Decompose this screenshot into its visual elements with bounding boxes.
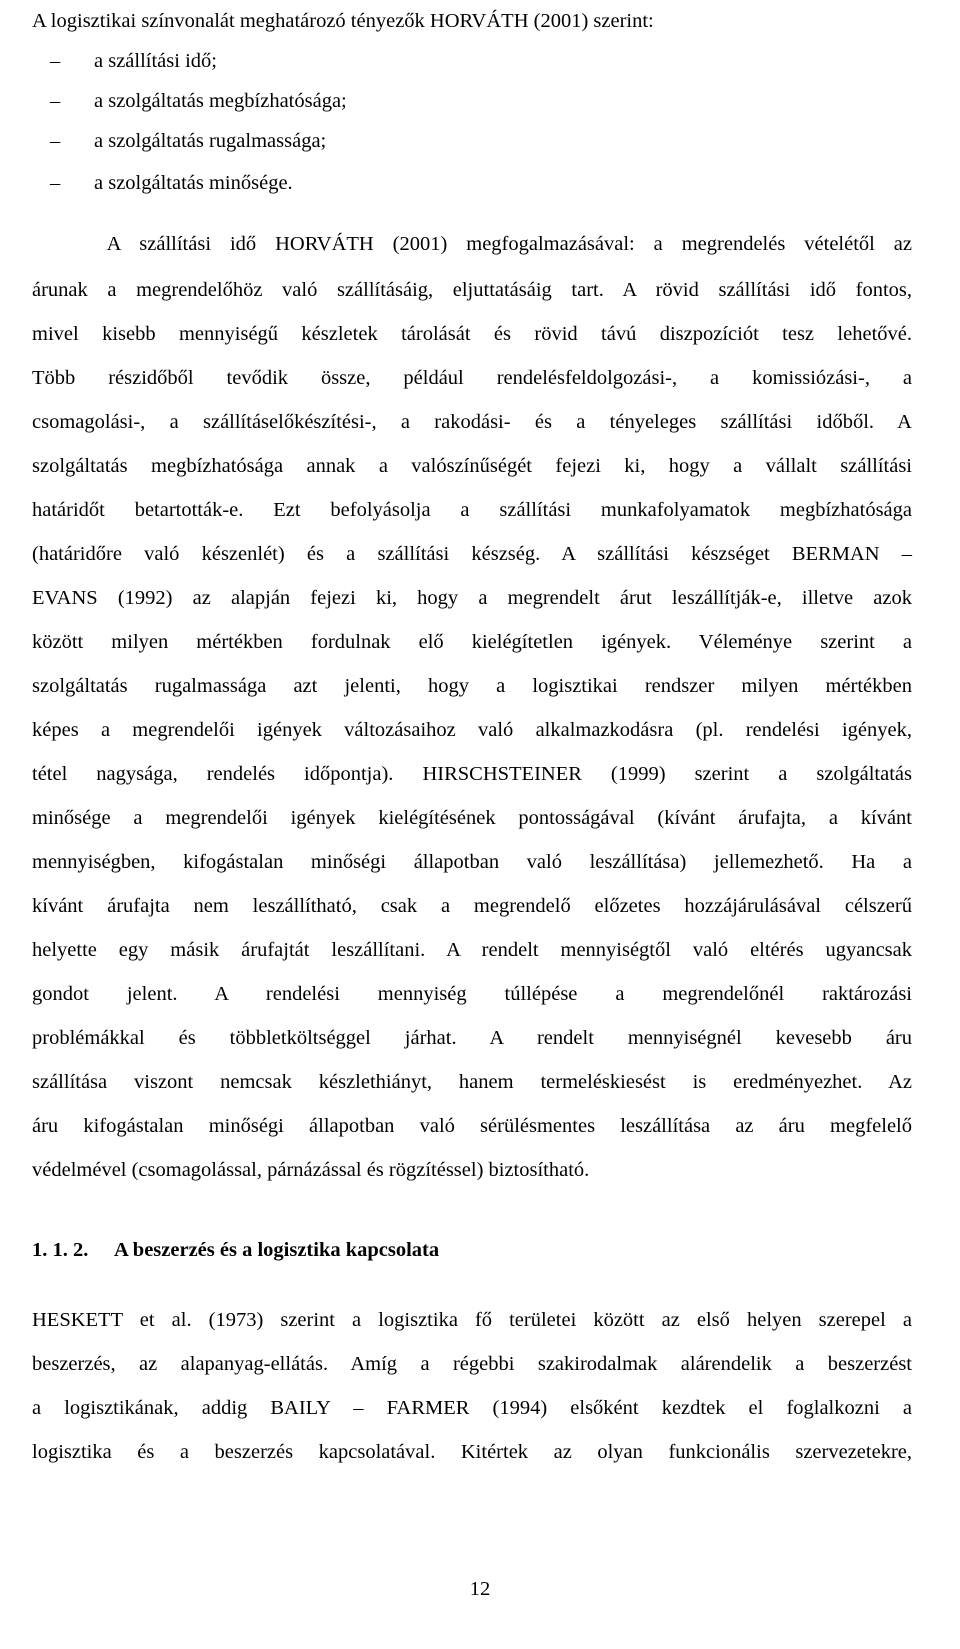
paragraph-line: csomagolási-, a szállításelőkészítési-, a rakodási- és a tényeleges szállítási időből. A [32,411,912,433]
bullet-text: a szállítási idő; [94,50,217,72]
paragraph-line: beszerzés, az alapanyag-ellátás. Amíg a régebbi szakirodalmak alárendelik a beszerzést [32,1353,912,1375]
paragraph-line: árunak a megrendelőhöz való szállításáig, eljuttatásáig tart. A rövid szállítási idő fontos, [32,279,912,301]
paragraph-line: mennyiségben, kifogástalan minőségi állapotban való leszállítása) jellemezhető. Ha a [32,851,912,873]
section-number: 1. 1. 2. [32,1239,89,1261]
paragraph-line: tétel nagysága, rendelés időpontja). HIRSCHSTEINER (1999) szerint a szolgáltatás [32,763,912,785]
paragraph-line: Több részidőből tevődik össze, például rendelésfeldolgozási-, a komissiózási-, a [32,367,912,389]
paragraph-line: szolgáltatás megbízhatósága annak a valószínűségét fejezi ki, hogy a vállalt szállítási [32,455,912,477]
paragraph-line: EVANS (1992) az alapján fejezi ki, hogy a megrendelt árut leszállítják-e, illetve azok [32,587,912,609]
paragraph-line: képes a megrendelői igények változásaihoz való alkalmazkodásra (pl. rendelési igények, [32,719,912,741]
paragraph-line: között milyen mértékben fordulnak elő kielégítetlen igények. Véleménye szerint a [32,631,912,653]
paragraph-line: A szállítási idő HORVÁTH (2001) megfogalmazásával: a megrendelés vételétől az [32,233,912,255]
bullet-text: a szolgáltatás minősége. [94,172,293,194]
paragraph-line: problémákkal és többletköltséggel járhat. A rendelt mennyiségnél kevesebb áru [32,1027,912,1049]
section-heading [32,1237,439,1263]
paragraph-line: logisztika és a beszerzés kapcsolatával. Kitértek az olyan funkcionális szervezetekre, [32,1441,912,1463]
paragraph-line: szállítása viszont nemcsak készlethiányt, hanem termeléskiesést is eredményezhet. Az [32,1071,912,1093]
paragraph-line: helyette egy másik árufajtát leszállítani. A rendelt mennyiségtől való eltérés ugyancsak [32,939,912,961]
paragraph-line: a logisztikának, addig BAILY – FARMER (1994) elsőként kezdtek el foglalkozni a [32,1397,912,1419]
paragraph-line: áru kifogástalan minőségi állapotban való sérülésmentes leszállítása az áru megfelelő [32,1115,912,1137]
intro-line: A logisztikai színvonalát meghatározó tényezők HORVÁTH (2001) szerint: [32,10,654,32]
bullet-dash: – [50,172,61,194]
paragraph-line: minősége a megrendelői igények kielégítésének pontosságával (kívánt árufajta, a kívánt [32,807,912,829]
section-title: A beszerzés és a logisztika kapcsolata [114,1239,440,1261]
bullet-dash: – [50,50,61,72]
bullet-dash: – [50,90,61,112]
paragraph-line: gondot jelent. A rendelési mennyiség túllépése a megrendelőnél raktározási [32,983,912,1005]
bullet-text: a szolgáltatás megbízhatósága; [94,90,347,112]
bullet-text: a szolgáltatás rugalmassága; [94,130,327,152]
paragraph-line: mivel kisebb mennyiségű készletek tárolását és rövid távú diszpozíciót tesz lehetővé. [32,323,912,345]
page-number: 12 [469,1578,491,1600]
paragraph-line: szolgáltatás rugalmassága azt jelenti, hogy a logisztikai rendszer milyen mértékben [32,675,912,697]
paragraph-line: HESKETT et al. (1973) szerint a logisztika fő területei között az első helyen szerepel a [32,1309,912,1331]
paragraph-line: határidőt betartották-e. Ezt befolyásolja a szállítási munkafolyamatok megbízhatósága [32,499,912,521]
paragraph-line: kívánt árufajta nem leszállítható, csak a megrendelő előzetes hozzájárulásával célszerű [32,895,912,917]
bullet-dash: – [50,130,61,152]
paragraph-line: (határidőre való készenlét) és a szállítási készség. A szállítási készséget BERMAN – [32,543,912,565]
paragraph-line: védelmével (csomagolással, párnázással és rögzítéssel) biztosítható. [32,1159,590,1181]
